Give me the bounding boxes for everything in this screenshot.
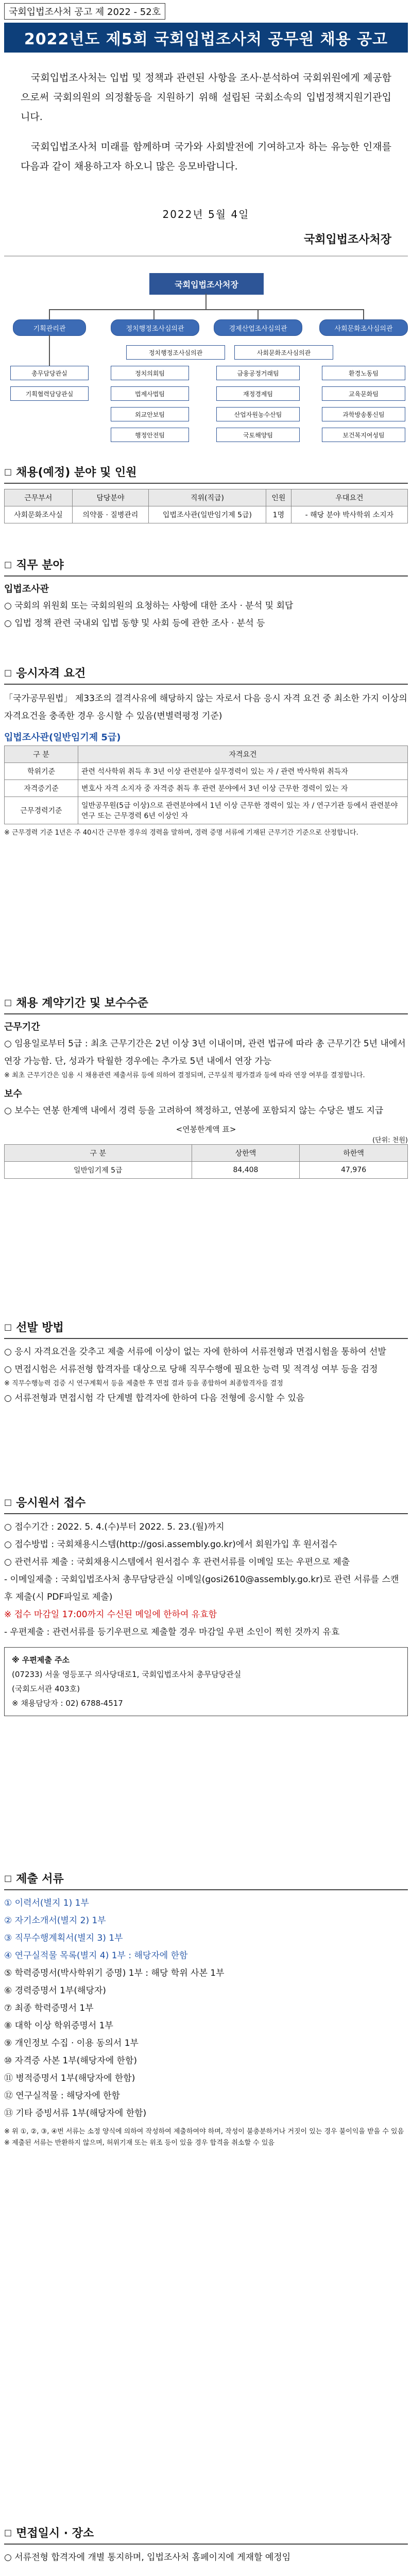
address-box <box>4 1647 408 1716</box>
section-positions <box>4 464 408 523</box>
square-bullet-icon: □ <box>4 1322 12 1332</box>
table-cell: 일반임기제 5급 <box>5 1162 192 1179</box>
org-col4-3: 과학방송통신팀 <box>322 407 405 421</box>
org-connector <box>153 309 154 319</box>
org-col2-2: 법제사법팀 <box>111 386 189 401</box>
list-item: - 우편제출 : 관련서류를 등기우편으로 제출할 경우 마감일 우편 소인이 찍힌 것까지 유효 <box>4 1627 340 1637</box>
table-header: 우대요건 <box>291 489 407 506</box>
org-connector <box>258 309 259 319</box>
qualification-table <box>4 745 408 824</box>
org-sub-office-2: 사회문화조사심의관 <box>234 345 333 360</box>
section-qualifications <box>4 665 408 839</box>
section-title <box>4 1870 408 1886</box>
notice-number-label: 국회입법조사처 공고 제 2022 - 52호 <box>4 3 165 20</box>
section-contract-pay <box>4 994 408 1179</box>
org-connector <box>49 335 50 366</box>
org-col2-1: 정치의회팀 <box>111 366 189 380</box>
section-interview <box>4 2524 408 2566</box>
org-col3-2: 재정경제팀 <box>216 386 300 401</box>
org-connector <box>49 309 363 310</box>
section-title <box>4 1319 408 1335</box>
notice-date: 2022년 5월 4일 <box>162 208 250 221</box>
paragraph: ○ 임용일로부터 5급 : 최초 근무기간은 2년 이상 3년 이내이며, 관련 법규에 따라 총 근무기간 5년 내에서 연장 가능함. 단, 성과가 탁월한 경우에는 추가로 5년 내에서 연장 가능 <box>4 1039 406 1066</box>
org-col3-4: 국토해양팀 <box>216 428 300 442</box>
section-selection <box>4 1319 408 1407</box>
table-cell: 1명 <box>266 506 291 523</box>
org-col1-1: 총무담당관실 <box>10 366 89 380</box>
subsection-title: 보수 <box>4 1089 22 1099</box>
table-header-row <box>5 1145 408 1162</box>
list-item: ○ 서류전형과 면접시험 각 단계별 합격자에 한하여 다음 전형에 응시할 수 있음 <box>4 1393 305 1403</box>
section-title-text: 채용 계약기간 및 보수수준 <box>16 997 148 1010</box>
section-title-text: 선발 방법 <box>16 1321 64 1334</box>
section-rule <box>4 1338 408 1339</box>
table-header: 구 분 <box>5 746 78 763</box>
table-row <box>5 780 408 797</box>
table-row <box>5 1162 408 1179</box>
org-head: 국회입법조사처장 <box>149 273 264 295</box>
section-rule <box>4 1889 408 1890</box>
list-item: ③ 직무수행계획서(별지 3) 1부 <box>4 1933 123 1943</box>
table-row <box>5 797 408 824</box>
table-header: 하한액 <box>300 1145 408 1162</box>
section-title-text: 직무 분야 <box>16 559 64 572</box>
org-col2-3: 외교안보팀 <box>111 407 189 421</box>
paragraph: ○ 서류전형 합격자에 개별 통지하며, 입법조사처 홈페이지에 게재할 예정임 <box>4 2552 291 2563</box>
table-header-row <box>5 489 408 506</box>
table-header: 근무부서 <box>5 489 73 506</box>
table-header: 상한액 <box>192 1145 300 1162</box>
org-connector <box>49 309 50 319</box>
note: ※ 근무경력 기준 1년은 주 40시간 근무한 경우의 경력을 말하며, 경력 증명 서류에 기재된 근무기간 기준으로 산정합니다. <box>4 829 358 837</box>
square-bullet-icon: □ <box>4 2528 12 2537</box>
section-title <box>4 665 408 681</box>
table-cell: 근무경력기준 <box>5 797 78 824</box>
org-col2-4: 행정안전팀 <box>111 428 189 442</box>
table-header: 담당분야 <box>72 489 148 506</box>
intro-block <box>21 68 391 176</box>
paragraph: 「국가공무원법」 제33조의 결격사유에 해당하지 않는 자로서 다음 응시 자격 요건 중 최소한 가지 이상의 자격요건을 충족한 경우 응시할 수 있음(변별력평정 기준) <box>4 693 407 721</box>
list-item: ⑩ 자격증 사본 1부(해당자에 한함) <box>4 2056 137 2066</box>
table-cell: 변호사 자격 소지자 중 자격증 취득 후 관련 분야에서 3년 이상 근무한 경력이 있는 자 <box>78 780 408 797</box>
table-cell: 84,408 <box>192 1162 300 1179</box>
section-rule <box>4 1513 408 1514</box>
org-col3-1: 금융공정거래팀 <box>216 366 300 380</box>
square-bullet-icon: □ <box>4 1497 12 1507</box>
list-item: ⑧ 대학 이상 학위증명서 1부 <box>4 2021 113 2031</box>
list-item: ○ 입법 정책 관련 국내외 입법 동향 및 사회 등에 관한 조사 · 분석 등 <box>4 618 265 629</box>
intro-paragraph-1: 국회입법조사처는 입법 및 정책과 관련된 사항을 조사·분석하여 국회위원에게 제공함으로써 국회의원의 의정활동을 지원하기 위해 설립된 국회소속의 입법정책지원기관입니다. <box>21 72 391 123</box>
subsection-title: 입법조사관 <box>4 584 49 595</box>
section-title <box>4 464 408 480</box>
intro-paragraph-2: 국회입법조사처 미래를 함께하며 국가와 사회발전에 기여하고자 하는 유능한 인재를 다음과 같이 채용하고자 하오니 많은 응모바랍니다. <box>21 141 391 172</box>
section-title <box>4 1494 408 1510</box>
section-title <box>4 556 408 572</box>
positions-table <box>4 489 408 523</box>
square-bullet-icon: □ <box>4 467 12 477</box>
subsection-title: 근무기간 <box>4 1022 40 1032</box>
subsection-title: 입법조사관(일반임기제 5급) <box>4 732 121 743</box>
section-title-text: 응시원서 접수 <box>16 1497 86 1510</box>
table-cell: 사회문화조사실 <box>5 506 73 523</box>
table-cell: 학위기준 <box>5 763 78 780</box>
section-title-text: 채용(예정) 분야 및 인원 <box>16 466 137 479</box>
org-connector <box>363 309 364 319</box>
table-header: 자격요건 <box>78 746 408 763</box>
address-line: (07233) 서울 영등포구 의사당대로1, 국회입법조사처 총무담당관실 <box>12 1670 242 1679</box>
table-header-row <box>5 746 408 763</box>
table-unit: (단위: 천원) <box>372 1137 408 1144</box>
notice-signer: 국회입법조사처장 <box>303 233 391 246</box>
org-lvl2-3: 경제산업조사심의관 <box>214 319 302 336</box>
org-col4-1: 환경노동팀 <box>322 366 405 380</box>
org-lvl2-2: 정치행정조사심의관 <box>111 319 199 336</box>
section-rule <box>4 483 408 484</box>
note: ※ 직무수행능력 검증 시 연구계획서 등을 제출한 후 면접 결과 등을 종합하여 최종합격자를 결정 <box>4 1380 283 1387</box>
org-col3-3: 산업자원농수산팀 <box>216 407 300 421</box>
list-item: ④ 연구실적물 목록(별지 4) 1부 : 해당자에 한함 <box>4 1951 188 1961</box>
table-cell: 47,976 <box>300 1162 408 1179</box>
table-header: 구 분 <box>5 1145 192 1162</box>
section-rule <box>4 684 408 685</box>
address-line: ※ 우편제출 주소 <box>12 1655 70 1665</box>
list-item: ⑫ 연구실적물 : 해당자에 한함 <box>4 2091 120 2101</box>
list-item: ⑤ 학력증명서(박사학위기 증명) 1부 : 해당 학위 사본 1부 <box>4 1968 225 1978</box>
list-item: ○ 관련서류 제출 : 국회채용시스템에서 원서접수 후 관련서류를 이메일 또는 우편으로 제출 <box>4 1557 350 1567</box>
square-bullet-icon: □ <box>4 668 12 677</box>
square-bullet-icon: □ <box>4 1873 12 1883</box>
note: ※ 접수 마감일 17:00까지 수신된 메일에 한하여 유효함 <box>4 1609 217 1620</box>
list-item: ○ 접수기간 : 2022. 5. 4.(수)부터 2022. 5. 23.(월)까지 <box>4 1522 225 1532</box>
table-caption: <연봉한계액 표> <box>176 1125 236 1134</box>
section-application <box>4 1494 408 1716</box>
address-line: ※ 채용담당자 : 02) 6788-4517 <box>12 1699 123 1708</box>
list-item: ① 이력서(별지 1) 1부 <box>4 1898 89 1908</box>
section-rule <box>4 2544 408 2545</box>
list-item: ⑦ 최종 학력증명서 1부 <box>4 2003 94 2013</box>
org-col4-2: 교육문화팀 <box>322 386 405 401</box>
org-lvl2-4: 사회문화조사심의관 <box>319 319 408 336</box>
section-duties <box>4 556 408 632</box>
list-item: ○ 국회의 위원회 또는 국회의원의 요청하는 사항에 대한 조사 · 분석 및 회답 <box>4 601 294 611</box>
section-title-text: 면접일시 · 장소 <box>16 2527 94 2540</box>
org-col4-4: 보건복지여성팀 <box>322 428 405 442</box>
list-item: ⑪ 병적증명서 1부(해당자에 한함) <box>4 2073 135 2083</box>
table-header: 인원 <box>266 489 291 506</box>
square-bullet-icon: □ <box>4 560 12 569</box>
square-bullet-icon: □ <box>4 997 12 1007</box>
paragraph: ○ 보수는 연봉 한계액 내에서 경력 등을 고려하여 책정하고, 연봉에 포함되지 않는 수당은 별도 지급 <box>4 1106 384 1116</box>
notice-title: 2022년도 제5회 국회입법조사처 공무원 채용 공고 <box>4 23 408 53</box>
section-title-text: 제출 서류 <box>16 1873 64 1886</box>
org-connector <box>205 294 207 309</box>
list-item: ○ 응시 자격요건을 갖추고 제출 서류에 이상이 없는 자에 한하여 서류전형과 면접시험을 통하여 선발 <box>4 1347 386 1357</box>
intro-divider <box>4 256 408 257</box>
address-line: (국회도서관 403호) <box>12 1684 80 1693</box>
section-rule <box>4 575 408 577</box>
note: ※ 위 ①, ②, ③, ④번 서류는 소정 양식에 의하여 작성하여 제출하여야 하며, 작성이 불충분하거나 거짓이 있는 경우 불이익을 받을 수 있음 <box>4 2128 404 2136</box>
pay-table <box>4 1144 408 1179</box>
list-item: ⑬ 기타 증빙서류 1부(해당자에 한함) <box>4 2108 147 2119</box>
table-cell: - 해당 분야 박사학위 소지자 <box>291 506 407 523</box>
table-row <box>5 506 408 523</box>
list-item: ○ 접수방법 : 국회채용시스템(http://gosi.assembly.go.kr)에서 회원가입 후 원서접수 <box>4 1539 337 1550</box>
table-header: 직위(직급) <box>149 489 266 506</box>
list-item: ○ 면접시험은 서류전형 합격자를 대상으로 당해 직무수행에 필요한 능력 및 적격성 여부 등을 검정 <box>4 1364 378 1375</box>
section-title-text: 응시자격 요건 <box>16 667 86 680</box>
table-cell: 의약품 · 질병관리 <box>72 506 148 523</box>
list-item: ② 자기소개서(별지 2) 1부 <box>4 1916 106 1926</box>
section-title <box>4 994 408 1010</box>
table-cell: 관련 석사학위 취득 후 3년 이상 관련분야 실무경력이 있는 자 / 관련 박사학위 취득자 <box>78 763 408 780</box>
section-title <box>4 2524 408 2540</box>
table-cell: 일반공무원(5급 이상)으로 관련분야에서 1년 이상 근무한 경력이 있는 자 / 연구기관 등에서 관련분야 연구 또는 근무경력 6년 이상인 자 <box>78 797 408 824</box>
note: ※ 제출된 서류는 반환하지 않으며, 허위기재 또는 위조 등이 있을 경우 합격을 취소할 수 있음 <box>4 2139 274 2147</box>
section-rule <box>4 1013 408 1014</box>
org-col1-2: 기획협력담당관실 <box>10 386 89 401</box>
table-cell: 입법조사관(일반임기제 5급) <box>149 506 266 523</box>
org-lvl2-1: 기획관리관 <box>13 319 86 336</box>
note: ※ 최초 근무기간은 임용 시 채용관련 제출서류 등에 의하여 결정되며, 근무실적 평가결과 등에 따라 연장 여부를 결정합니다. <box>4 1072 365 1079</box>
list-item: ⑥ 경력증명서 1부(해당자) <box>4 1986 106 1996</box>
list-item: ⑨ 개인정보 수집 · 이용 동의서 1부 <box>4 2038 139 2048</box>
table-cell: 자격증기준 <box>5 780 78 797</box>
list-item: - 이메일제출 : 국회입법조사처 총무담당관실 이메일(gosi2610@assembly.go.kr)로 관련 서류를 스캔 후 제출(시 PDF파일로 제출) <box>4 1574 399 1602</box>
section-documents <box>4 1870 408 2149</box>
table-row <box>5 763 408 780</box>
org-sub-office-1: 정치행정조사심의관 <box>126 345 225 360</box>
